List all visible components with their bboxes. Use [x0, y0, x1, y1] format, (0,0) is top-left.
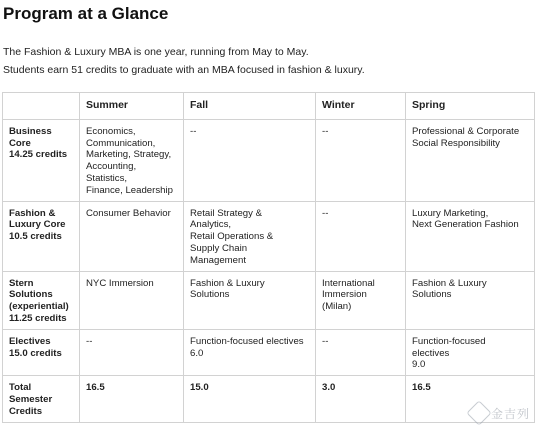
cell-electives-summer	[80, 329, 184, 375]
cell-line: Accounting,	[86, 161, 137, 173]
table-row-business-core	[3, 119, 535, 201]
row-header-line: Stern	[9, 277, 34, 289]
row-header-business-core	[3, 119, 80, 201]
cell-electives-winter	[316, 329, 406, 375]
cell-line: Function-focused	[412, 335, 486, 347]
cell-line: Fashion & Luxury	[412, 277, 487, 289]
column-header-blank	[3, 93, 80, 120]
cell-electives-spring	[406, 329, 535, 375]
row-header-line: Luxury Core	[9, 219, 66, 231]
cell-line: Retail Strategy &	[190, 207, 262, 219]
cell-line: (Milan)	[322, 301, 352, 313]
cell-business-core-fall	[184, 119, 316, 201]
cell-line: 3.0	[322, 382, 336, 394]
cell-line: Immersion	[322, 289, 367, 301]
cell-total-semester-credits-winter	[316, 376, 406, 422]
table-row-fashion-luxury-core	[3, 201, 535, 271]
cell-line: Management	[190, 254, 246, 266]
row-header-line: Total	[9, 382, 32, 394]
cell-line: Consumer Behavior	[86, 207, 171, 219]
row-header-line: Fashion &	[9, 207, 56, 219]
row-header-line: 11.25 credits	[9, 312, 67, 324]
intro-line-duration: The Fashion & Luxury MBA is one year, running from May to May.	[3, 46, 309, 58]
row-header-line: Business	[9, 125, 52, 137]
cell-fashion-luxury-core-fall	[184, 201, 316, 271]
cell-line: Retail Operations &	[190, 231, 274, 243]
cell-line: Analytics,	[190, 219, 232, 231]
cell-stern-solutions-winter	[316, 271, 406, 329]
cell-line: 16.5	[86, 382, 105, 394]
cell-total-semester-credits-fall	[184, 376, 316, 422]
cell-line: Supply Chain	[190, 242, 248, 254]
intro-line-credits: Students earn 51 credits to graduate with an MBA focused in fashion & luxury.	[3, 64, 365, 76]
cell-line: electives	[412, 347, 450, 359]
cell-fashion-luxury-core-spring	[406, 201, 535, 271]
cell-line: 6.0	[190, 347, 204, 359]
row-header-line: 15.0 credits	[9, 347, 62, 359]
cell-line: Function-focused electives	[190, 335, 304, 347]
row-header-electives	[3, 329, 80, 375]
cell-line: --	[322, 335, 329, 347]
row-header-stern-solutions	[3, 271, 80, 329]
cell-line: International	[322, 277, 375, 289]
intro-text	[3, 43, 365, 79]
cell-line: Solutions	[412, 289, 452, 301]
cell-line: Communication,	[86, 137, 156, 149]
column-header-winter: Winter	[316, 93, 406, 120]
cell-business-core-spring	[406, 119, 535, 201]
cell-line: Marketing, Strategy,	[86, 149, 172, 161]
cell-line: Statistics,	[86, 172, 128, 184]
cell-line: NYC Immersion	[86, 277, 154, 289]
cell-line: 9.0	[412, 359, 426, 371]
column-header-spring: Spring	[406, 93, 535, 120]
cell-stern-solutions-fall	[184, 271, 316, 329]
row-header-line: Electives	[9, 335, 51, 347]
cell-line: 16.5	[412, 382, 431, 394]
row-header-total-semester-credits	[3, 376, 80, 422]
row-header-line: 14.25 credits	[9, 149, 68, 161]
table-body	[3, 119, 535, 422]
table-row-total-semester-credits	[3, 376, 535, 422]
cell-line: Professional & Corporate	[412, 125, 520, 137]
table-row-stern-solutions	[3, 271, 535, 329]
cell-stern-solutions-spring	[406, 271, 535, 329]
row-header-line: 10.5 credits	[9, 231, 62, 243]
column-header-fall: Fall	[184, 93, 316, 120]
program-table	[2, 92, 535, 423]
cell-line: --	[86, 335, 93, 347]
cell-line: Economics,	[86, 125, 136, 137]
cell-business-core-winter	[316, 119, 406, 201]
cell-total-semester-credits-summer	[80, 376, 184, 422]
row-header-line: Credits	[9, 405, 43, 417]
cell-line: Social Responsibility	[412, 137, 500, 149]
watermark-logo	[470, 404, 530, 422]
cell-fashion-luxury-core-winter	[316, 201, 406, 271]
table-row-electives	[3, 329, 535, 375]
cell-line: Solutions	[190, 289, 230, 301]
cell-line: Luxury Marketing,	[412, 207, 489, 219]
cell-line: Fashion & Luxury	[190, 277, 265, 289]
row-header-line: Semester	[9, 393, 53, 405]
table-header-row	[3, 93, 535, 120]
row-header-line: Solutions	[9, 289, 53, 301]
page-title: Program at a Glance	[3, 4, 169, 23]
row-header-line: (experiential)	[9, 301, 69, 313]
cell-line: --	[190, 125, 197, 137]
cell-line: 15.0	[190, 382, 209, 394]
cell-line: --	[322, 125, 329, 137]
cell-line: Next Generation Fashion	[412, 219, 519, 231]
cell-line: --	[322, 207, 329, 219]
cell-business-core-summer	[80, 119, 184, 201]
watermark-text: 金吉列	[490, 406, 530, 421]
cell-electives-fall	[184, 329, 316, 375]
cell-line: Finance, Leadership	[86, 184, 173, 196]
seal-icon	[466, 400, 491, 425]
row-header-line: Core	[9, 137, 31, 149]
row-header-fashion-luxury-core	[3, 201, 80, 271]
cell-stern-solutions-summer	[80, 271, 184, 329]
cell-fashion-luxury-core-summer	[80, 201, 184, 271]
column-header-summer: Summer	[80, 93, 184, 120]
